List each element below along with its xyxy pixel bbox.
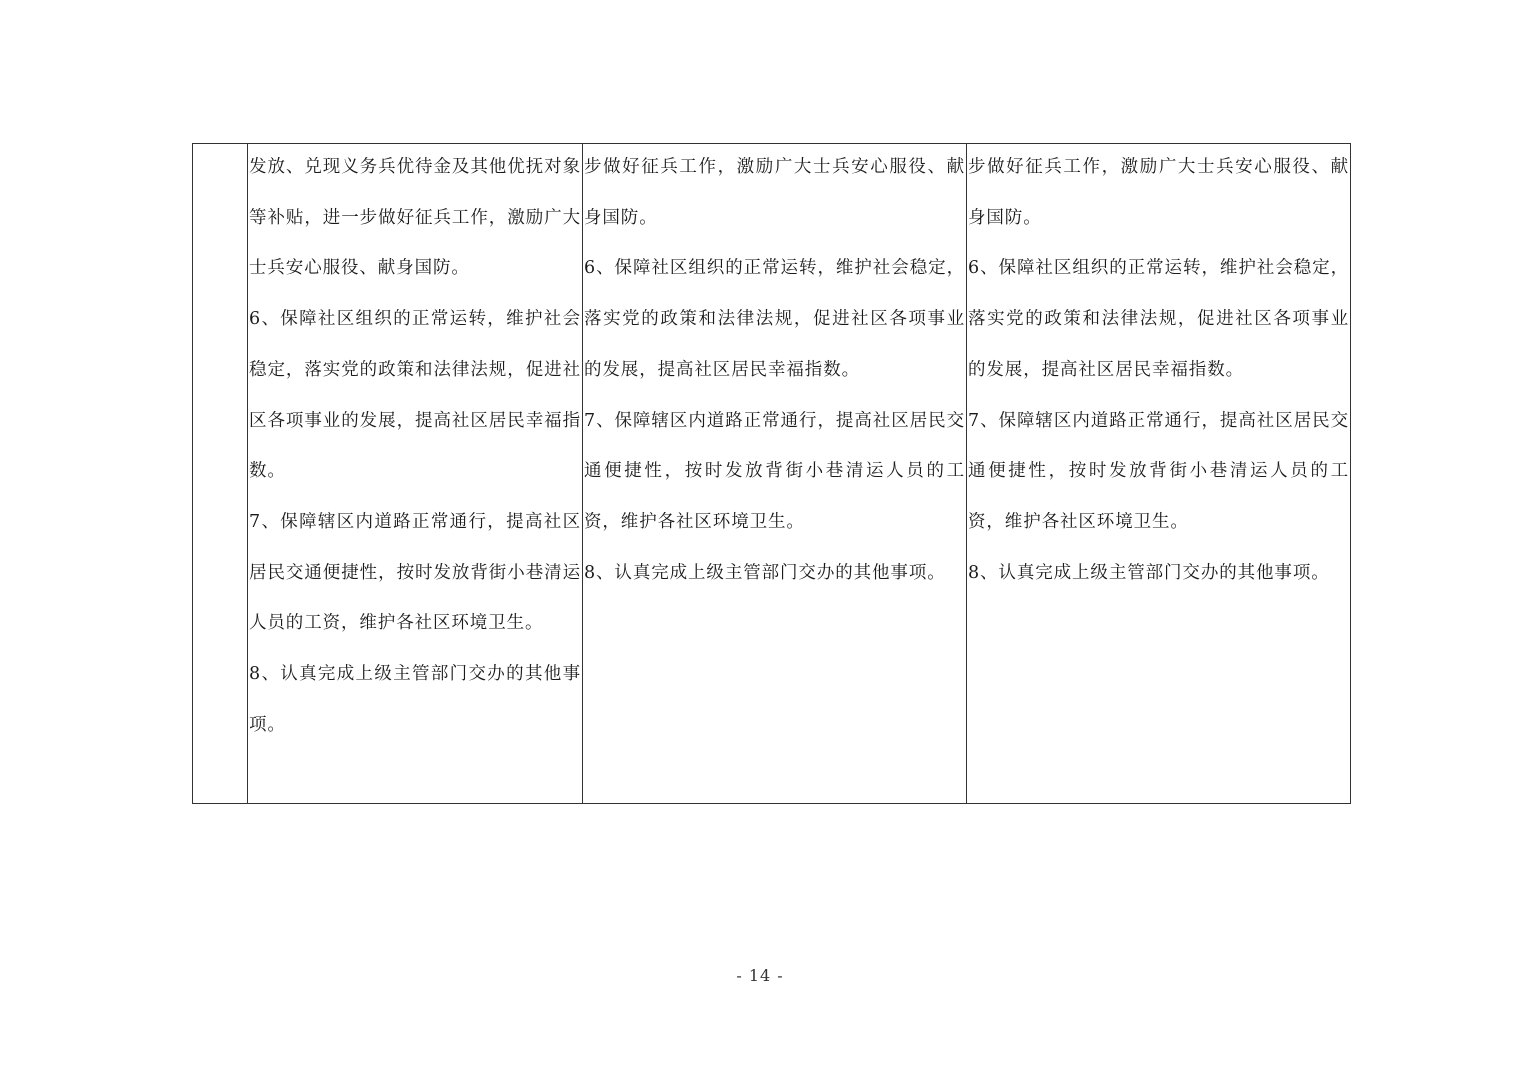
paragraph: 发放、兑现义务兵优待金及其他优抚对象等补贴，进一步做好征兵工作，激励广大士兵安心服役、献身国防。 — [249, 157, 581, 279]
paragraph: 8、认真完成上级主管部门交办的其他事项。 — [249, 664, 581, 735]
paragraph: 步做好征兵工作，激励广大士兵安心服役、献身国防。 — [968, 157, 1349, 228]
paragraph: 8、认真完成上级主管部门交办的其他事项。 — [968, 562, 1330, 583]
paragraph: 7、保障辖区内道路正常通行，提高社区居民交通便捷性，按时发放背街小巷清运人员的工资，维护各社区环境卫生。 — [584, 410, 965, 532]
page-number: - 14 - — [736, 966, 784, 985]
cell-text-col-1 — [248, 142, 582, 750]
cell-text-col-3 — [967, 142, 1350, 598]
table-cell-col-1 — [248, 144, 583, 804]
paragraph: 6、保障社区组织的正常运转，维护社会稳定，落实党的政策和法律法规，促进社区各项事业的发展，提高社区居民幸福指数。 — [249, 309, 581, 482]
paragraph: 步做好征兵工作，激励广大士兵安心服役、献身国防。 — [584, 157, 965, 228]
table-cell-col-3 — [967, 144, 1351, 804]
paragraph: 8、认真完成上级主管部门交办的其他事项。 — [584, 562, 946, 583]
paragraph: 6、保障社区组织的正常运转，维护社会稳定，落实党的政策和法律法规，促进社区各项事业的发展，提高社区居民幸福指数。 — [968, 258, 1349, 380]
paragraph: 6、保障社区组织的正常运转，维护社会稳定，落实党的政策和法律法规，促进社区各项事业的发展，提高社区居民幸福指数。 — [584, 258, 965, 380]
table-cell-col-2 — [583, 144, 967, 804]
content-table — [192, 143, 1351, 804]
table-cell-index — [193, 144, 248, 804]
table-row — [193, 144, 1351, 804]
paragraph: 7、保障辖区内道路正常通行，提高社区居民交通便捷性，按时发放背街小巷清运人员的工资，维护各社区环境卫生。 — [249, 511, 581, 634]
cell-text-col-2 — [583, 142, 966, 598]
paragraph: 7、保障辖区内道路正常通行，提高社区居民交通便捷性，按时发放背街小巷清运人员的工资，维护各社区环境卫生。 — [968, 410, 1349, 532]
